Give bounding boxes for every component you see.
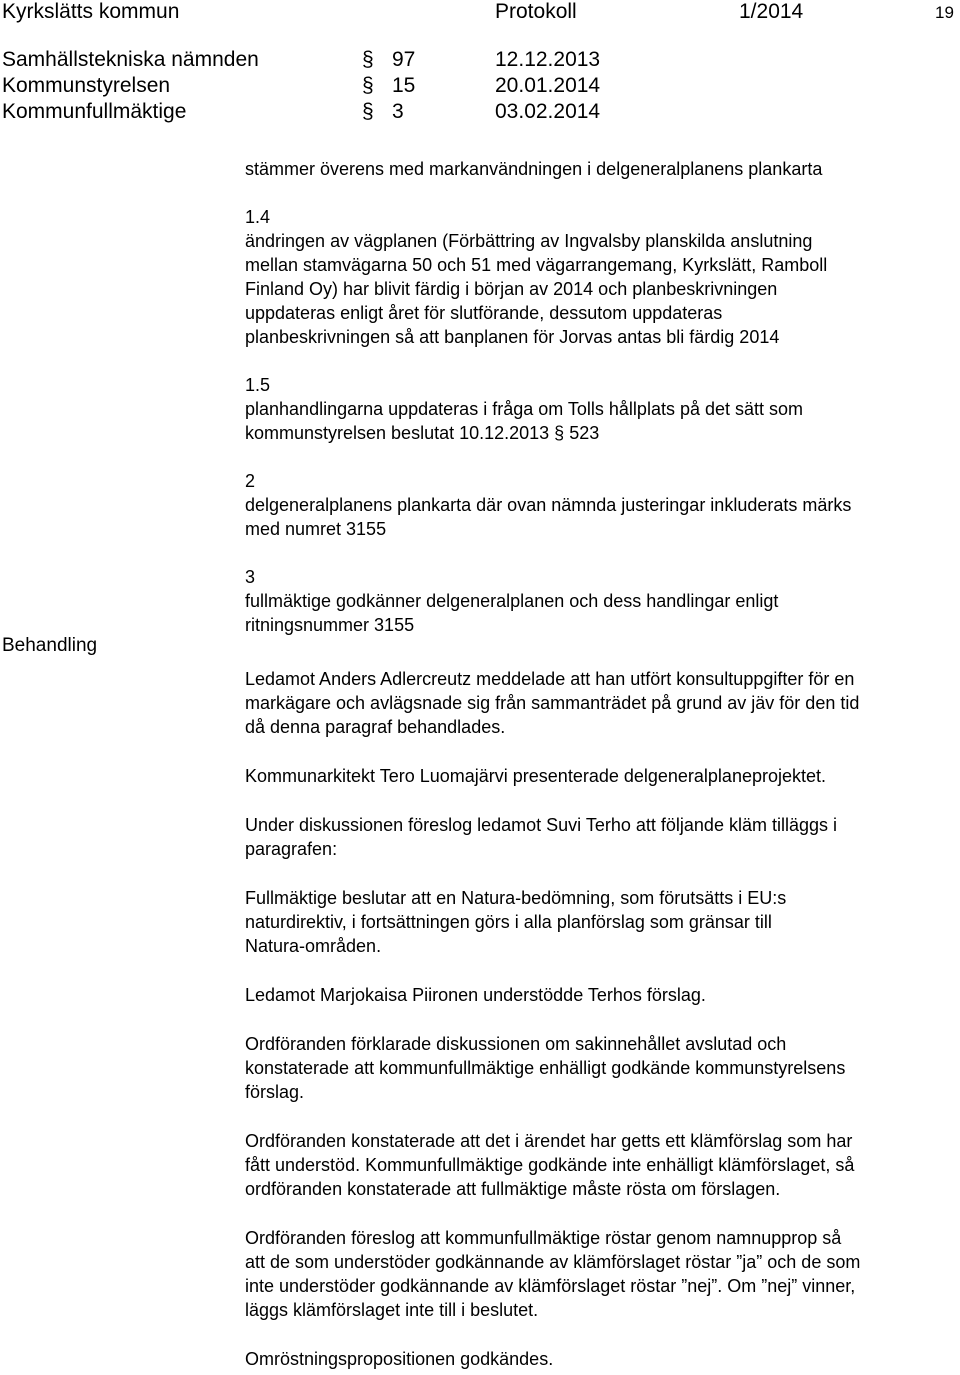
decision-item-3: 3 fullmäktige godkänner delgeneralplanen och dess handlingar enligt ritningsnummer 3155 — [245, 567, 779, 635]
section-number: 15 — [392, 74, 416, 97]
meeting-date: 03.02.2014 — [495, 100, 601, 123]
protocol-body — [245, 157, 957, 1371]
page-number: 19 — [935, 3, 954, 22]
paragraph: Ledamot Anders Adlercreutz meddelade att han utfört konsultuppgifter för en markägare och avlägsnade sig från sammanträdet på grund av jäv för den tid då denna paragraf behandlades. — [245, 669, 860, 737]
paragraph: Ordföranden föreslog att kommunfullmäktige röstar genom namnupprop så att de som understöder godkännande av klämförslaget röstar ”ja” och de som inte understöder godkännande av klämförslaget röstar ”nej”. Om ”nej” vinner, läggs klämförslaget inte till i beslutet. — [245, 1228, 861, 1320]
paragraph: Under diskussionen föreslog ledamot Suvi Terho att följande kläm tilläggs i paragrafen: — [245, 815, 837, 859]
section-symbol: § — [362, 48, 374, 71]
paragraph: Fullmäktige beslutar att en Natura-bedömning, som förutsätts i EU:s naturdirektiv, i fortsättningen görs i alla planförslag som gränsar till Natura-områden. — [245, 888, 787, 956]
meeting-body: Kommunfullmäktige — [2, 100, 187, 123]
paragraph: Ordföranden konstaterade att det i ärendet har getts ett klämförslag som har fått understöd. Kommunfullmäktige godkände inte enhälligt klämförslaget, så ordföranden konstaterade att fullmäktige måste rösta om förslagen. — [245, 1131, 855, 1199]
section-symbol: § — [362, 74, 374, 97]
section-number: 97 — [392, 48, 416, 71]
document-type: Protokoll — [495, 0, 577, 23]
paragraph: stämmer överens med markanvändningen i delgeneralplanens plankarta — [245, 159, 823, 179]
meeting-row — [0, 47, 700, 73]
paragraph: Kommunarkitekt Tero Luomajärvi presenterade delgeneralplaneprojektet. — [245, 766, 827, 786]
paragraph: Ledamot Marjokaisa Piironen understödde Terhos förslag. — [245, 985, 706, 1005]
page-header — [0, 0, 960, 24]
paragraph: Ordföranden förklarade diskussionen om sakinnehållet avslutad och konstaterade att kommunfullmäktige enhälligt godkände kommunstyrelsens förslag. — [245, 1034, 846, 1102]
decision-item-1-5: 1.5 planhandlingarna uppdateras i fråga om Tolls hållplats på det sätt som kommunstyrelsen beslutat 10.12.2013 § 523 — [245, 375, 804, 443]
meeting-row — [0, 73, 700, 99]
section-number: 3 — [392, 100, 404, 123]
paragraph: Omröstningspropositionen godkändes. — [245, 1349, 554, 1369]
section-label-behandling: Behandling — [2, 635, 98, 656]
meeting-date: 20.01.2014 — [495, 74, 601, 97]
decision-item-2: 2 delgeneralplanens plankarta där ovan nämnda justeringar inkluderats märks med numret 3155 — [245, 471, 852, 539]
meeting-date: 12.12.2013 — [495, 48, 601, 71]
section-symbol: § — [362, 100, 374, 123]
organization-name: Kyrkslätts kommun — [2, 0, 180, 23]
meeting-row — [0, 99, 700, 125]
protocol-number: 1/2014 — [739, 0, 804, 23]
meeting-body: Kommunstyrelsen — [2, 74, 171, 97]
decision-item-1-4: 1.4 ändringen av vägplanen (Förbättring av Ingvalsby planskilda anslutning mellan stamvägarna 50 och 51 med vägarrangemang, Kyrkslätt, Ramboll Finland Oy) har blivit färdig i början av 2014 och planbeskrivningen uppdateras enligt året för slutförande, dessutom uppdateras planbeskrivningen så att banplanen för Jorvas antas bli färdig 2014 — [245, 207, 828, 347]
meeting-body: Samhällstekniska nämnden — [2, 48, 259, 71]
